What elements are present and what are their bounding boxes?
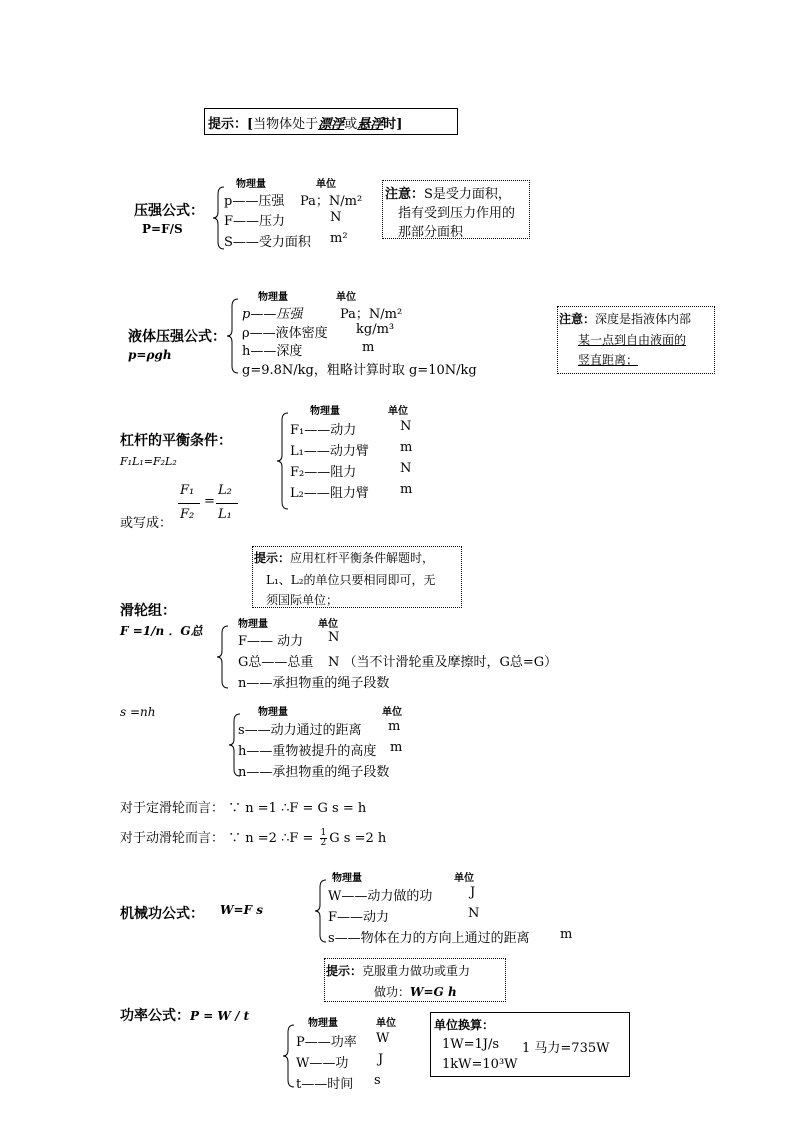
- work-head-q: 物理量: [332, 873, 362, 884]
- lever-formula: F₁L₁=F₂L₂: [120, 455, 177, 468]
- lever-hint-3: 须国际单位；: [266, 593, 339, 607]
- power-title: 功率公式：P = W / t: [120, 1008, 250, 1024]
- liquid-row-2-u: kg/m³: [356, 322, 395, 337]
- pulley-row-2-q: G总——总重: [238, 655, 314, 670]
- lever-frac-num-left: F₁: [180, 483, 195, 498]
- pulley-fixed: 对于定滑轮而言： ∵ n =1 ∴F = G s = h: [120, 801, 367, 816]
- liquid-row-3-q: h——深度: [242, 344, 303, 359]
- lever-row-1-u: N: [400, 419, 412, 434]
- power-head-q: 物理量: [308, 1018, 338, 1029]
- pulley-head-q-2: 物理量: [258, 707, 288, 718]
- pulley-head-u: 单位: [318, 619, 338, 630]
- liquid-note-3: 竖直距离；: [578, 353, 639, 367]
- liquid-brace: [226, 298, 240, 374]
- pulley-row2-1-u: m: [388, 719, 401, 734]
- pressure-head-u: 单位: [316, 179, 336, 190]
- liquid-row-1-u: Pa；N/m²: [340, 307, 403, 322]
- work-hint-1: 提示：克服重力做功或重力: [326, 964, 471, 978]
- unit-conversion-2: 1 马力=735W: [522, 1041, 610, 1056]
- liquid-note-2: 某一点到自由液面的: [578, 333, 687, 347]
- lever-row-3-q: F₂——阻力: [290, 465, 357, 480]
- lever-row-2-q: L₁——动力臂: [290, 444, 369, 459]
- lever-eq-sign: =: [204, 494, 215, 509]
- pulley-movable: 对于动滑轮而言： ∵ n =2 ∴F = $\frac{1}{2}$ G s =2 h: [120, 828, 387, 848]
- pressure-note-2: 指有受到压力作用的: [398, 206, 516, 221]
- power-row-1-u: W: [376, 1031, 390, 1046]
- pressure-note-1: 注意：S是受力面积，: [385, 187, 511, 202]
- pulley-row2-1-q: s——动力通过的距离: [238, 723, 362, 738]
- pulley-row-1-q: F—— 动力: [238, 634, 304, 649]
- pressure-row-3-q: S——受力面积: [224, 235, 311, 250]
- lever-row-4-q: L₂——阻力臂: [290, 486, 369, 501]
- power-row-1-q: P——功率: [296, 1035, 357, 1050]
- lever-or-write: 或写成：: [120, 516, 173, 531]
- work-title: 机械功公式：: [120, 906, 204, 922]
- lever-hint-2: L₁、L₂的单位只要相同即可，无: [266, 573, 436, 587]
- unit-conversion-1: 1W=1J/s: [442, 1037, 500, 1052]
- liquid-row-1-q: p——压强: [242, 307, 303, 322]
- work-brace: [314, 879, 328, 943]
- pulley-row-1-u: N: [328, 630, 340, 645]
- top-hint: 提示：[当物体处于漂浮或悬浮时]: [208, 117, 403, 132]
- liquid-head-u: 单位: [336, 292, 356, 303]
- pulley-row2-3-q: n——承担物重的绳子段数: [238, 765, 390, 780]
- power-head-u: 单位: [376, 1018, 396, 1029]
- pressure-row-1-u: Pa；N/m²: [300, 194, 363, 209]
- lever-frac-line-left: [178, 503, 200, 504]
- pulley-formula: F =1/n ．G总: [120, 624, 203, 638]
- lever-head-u: 单位: [388, 406, 408, 417]
- liquid-title: 液体压强公式：: [128, 329, 226, 345]
- power-row-3-u: s: [374, 1073, 381, 1088]
- work-row-3-q: s——物体在力的方向上通过的距离: [328, 931, 530, 946]
- unit-conversion-title: 单位换算：: [434, 1018, 495, 1032]
- pulley-formula-2: s =nh: [120, 705, 156, 719]
- work-row-1-u: J: [470, 885, 476, 900]
- pressure-row-3-u: m²: [330, 231, 348, 246]
- pulley-brace: [216, 625, 230, 689]
- liquid-formula: p=ρgh: [128, 348, 172, 362]
- lever-row-1-q: F₁——动力: [290, 423, 357, 438]
- work-head-u: 单位: [454, 873, 474, 884]
- lever-title: 杠杆的平衡条件：: [120, 433, 232, 449]
- work-formula: W=F s: [220, 903, 263, 917]
- pulley-row2-2-q: h——重物被提升的高度: [238, 744, 377, 759]
- lever-hint-1: 提示：应用杠杆平衡条件解题时，: [254, 551, 435, 565]
- lever-row-3-u: N: [400, 461, 412, 476]
- pressure-row-2-u: N: [330, 210, 342, 225]
- lever-frac-num-right: L₂: [218, 483, 232, 498]
- liquid-row-3-u: m: [362, 340, 375, 355]
- work-row-2-u: N: [468, 906, 480, 921]
- pulley-row2-2-u: m: [390, 740, 403, 755]
- lever-row-2-u: m: [400, 440, 413, 455]
- pressure-head-q: 物理量: [236, 179, 266, 190]
- lever-row-4-u: m: [400, 482, 413, 497]
- lever-frac-line-right: [216, 503, 238, 504]
- pulley-row-3-q: n——承担物重的绳子段数: [238, 676, 390, 691]
- pulley-title: 滑轮组：: [120, 603, 176, 619]
- lever-frac-den-right: L₁: [218, 507, 232, 522]
- lever-head-q: 物理量: [310, 406, 340, 417]
- pressure-title: 压强公式：: [134, 203, 204, 219]
- pressure-row-2-q: F——压力: [224, 214, 286, 229]
- power-row-2-u: J: [378, 1052, 384, 1067]
- power-row-3-q: t——时间: [296, 1077, 354, 1092]
- work-hint-2: 做功：W=G h: [374, 985, 457, 999]
- pressure-row-1-q: p——压强: [224, 194, 285, 209]
- pulley-head-u-2: 单位: [382, 707, 402, 718]
- unit-conversion-3: 1kW=10³W: [442, 1057, 518, 1072]
- work-row-2-q: F——动力: [328, 910, 390, 925]
- pressure-note-3: 那部分面积: [398, 225, 464, 240]
- liquid-g-line: g=9.8N/kg，粗略计算时取 g=10N/kg: [242, 363, 477, 378]
- power-brace: [282, 1024, 296, 1088]
- lever-frac-den-left: F₂: [180, 507, 195, 522]
- work-row-1-q: W——动力做的功: [328, 889, 433, 904]
- liquid-row-2-q: ρ——液体密度: [242, 326, 328, 341]
- pressure-formula: P=F/S: [142, 222, 183, 236]
- pulley-head-q: 物理量: [238, 619, 268, 630]
- pulley-row-2-u: N （当不计滑轮重及摩擦时，G总=G）: [328, 655, 558, 670]
- work-row-3-u: m: [560, 927, 573, 942]
- liquid-head-q: 物理量: [258, 292, 288, 303]
- lever-brace: [276, 412, 290, 510]
- liquid-note-1: 注意：深度是指液体内部: [559, 312, 692, 326]
- power-row-2-q: W——功: [296, 1056, 349, 1071]
